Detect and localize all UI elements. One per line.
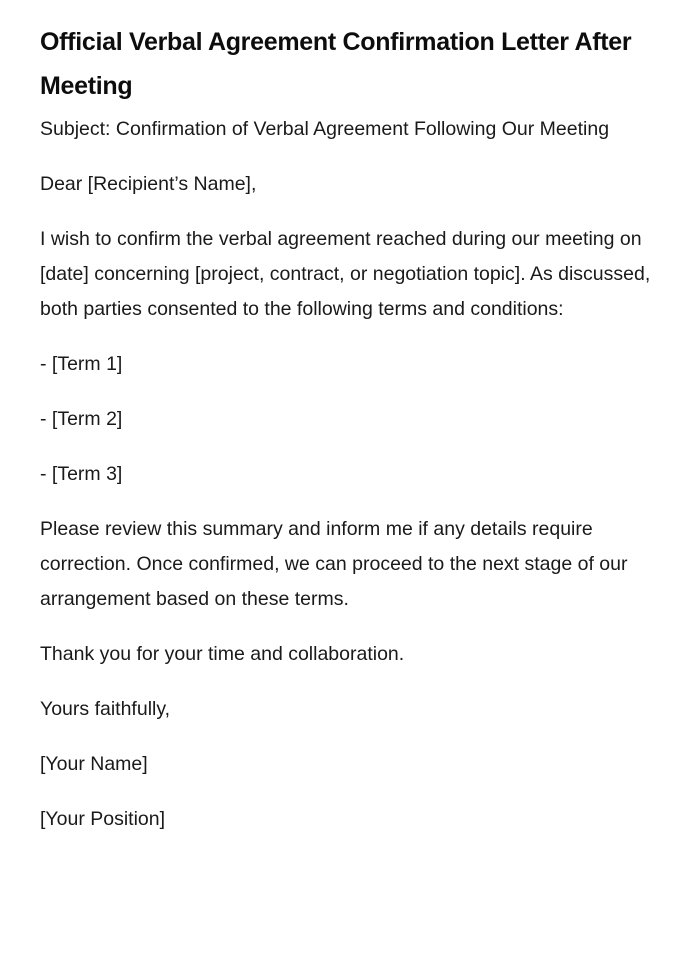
thanks-line: Thank you for your time and collaboration. bbox=[40, 643, 405, 665]
term-item-2: - [Term 2] bbox=[40, 408, 123, 430]
subject-line: Subject: Confirmation of Verbal Agreement Following Our Meeting bbox=[40, 118, 610, 140]
body-intro-paragraph: I wish to confirm the verbal agreement reached during our meeting on [date] concerning [project, contract, or negotiation topic]. As discussed, both parties consented to the following terms and conditions: bbox=[40, 228, 651, 320]
letter-page bbox=[40, 20, 652, 857]
salutation: Dear [Recipient’s Name], bbox=[40, 173, 257, 195]
document-title: Official Verbal Agreement Confirmation Letter After Meeting bbox=[40, 28, 632, 100]
signature-name: [Your Name] bbox=[40, 753, 148, 775]
closing-line: Yours faithfully, bbox=[40, 698, 171, 720]
body-review-paragraph: Please review this summary and inform me if any details require correction. Once confirmed, we can proceed to the next stage of our arrangement based on these terms. bbox=[40, 518, 628, 610]
term-item-3: - [Term 3] bbox=[40, 463, 123, 485]
signature-position: [Your Position] bbox=[40, 808, 166, 830]
term-item-1: - [Term 1] bbox=[40, 353, 123, 375]
